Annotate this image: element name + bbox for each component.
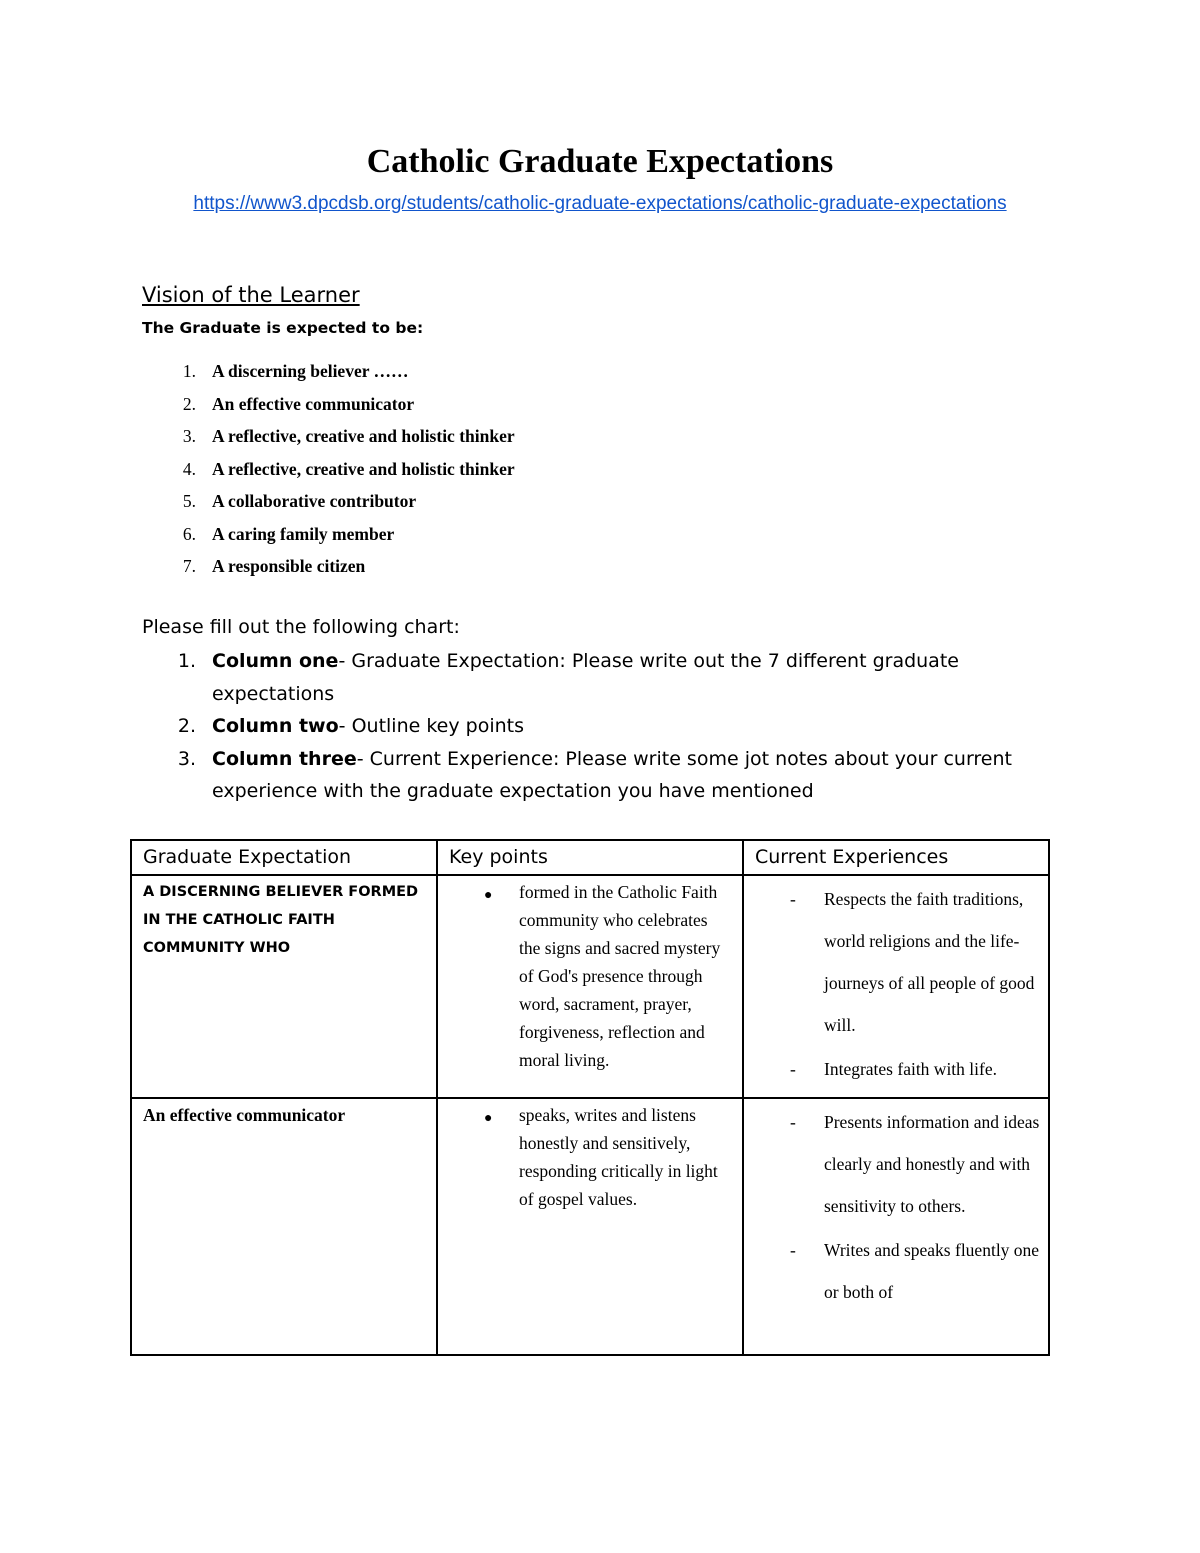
list-item: 2. An effective communicator bbox=[182, 393, 415, 414]
instructions-heading: Please fill out the following chart: bbox=[142, 616, 460, 638]
expectation-cell[interactable] bbox=[131, 1098, 437, 1355]
dash-icon: - bbox=[790, 1240, 796, 1260]
experiences-cell[interactable] bbox=[743, 1098, 1049, 1355]
header-key-points: Key points bbox=[437, 840, 743, 875]
bullet-icon: ● bbox=[484, 1111, 493, 1126]
key-points-cell[interactable] bbox=[437, 1098, 743, 1355]
list-item: 3. A reflective, creative and holistic thinker bbox=[182, 426, 515, 446]
list-item: 1. Column one- Graduate Expectation: Please write out the 7 different graduate expectations bbox=[177, 650, 959, 705]
table-header-row bbox=[131, 840, 1049, 875]
key-point-item: ● speaks, writes and listens honestly and sensitively, responding critically in light of gospel values. bbox=[484, 1105, 718, 1209]
list-item: 4. A reflective, creative and holistic thinker bbox=[182, 458, 515, 479]
list-item: 3. Column three- Current Experience: Please write some jot notes about your current experience with the graduate expectation you have mentioned bbox=[177, 747, 1012, 802]
list-item: 2. Column two- Outline key points bbox=[177, 715, 524, 737]
dash-icon: - bbox=[790, 889, 796, 909]
source-link[interactable]: https://www3.dpcdsb.org/students/catholic-graduate-expectations/catholic-graduate-expectations bbox=[193, 193, 1007, 214]
list-item: 6. A caring family member bbox=[182, 523, 395, 544]
dash-icon: - bbox=[790, 1112, 796, 1132]
header-graduate-expectation: Graduate Expectation bbox=[131, 840, 437, 875]
list-item: 1. A discerning believer …… bbox=[182, 361, 409, 381]
key-points-cell[interactable] bbox=[437, 875, 743, 1098]
experience-item: - Respects the faith traditions, world religions and the life-journeys of all people of good will. bbox=[744, 876, 1048, 1046]
experience-item: - Presents information and ideas clearly and honestly and with sensitivity to others. bbox=[744, 1099, 1048, 1227]
header-current-experiences: Current Experiences bbox=[743, 840, 1049, 875]
vision-intro: The Graduate is expected to be: bbox=[142, 319, 424, 337]
document-title: Catholic Graduate Expectations bbox=[366, 143, 834, 180]
instructions-list bbox=[142, 645, 1022, 808]
key-point-item: ● formed in the Catholic Faith community who celebrates the signs and sacred mystery of God's presence through word, sacrament, prayer, forgiveness, reflection and moral living. bbox=[484, 882, 721, 1070]
vision-heading: Vision of the Learner bbox=[142, 283, 360, 307]
vision-list bbox=[142, 356, 842, 584]
bullet-icon: ● bbox=[484, 888, 493, 903]
experience-item: - Writes and speaks fluently one or both of bbox=[744, 1227, 1048, 1313]
list-item: 7. A responsible citizen bbox=[182, 556, 366, 576]
dash-icon: - bbox=[790, 1059, 796, 1079]
table-row bbox=[131, 875, 1049, 1098]
experiences-cell[interactable] bbox=[743, 875, 1049, 1098]
expectation-text: A DISCERNING BELIEVER FORMED IN THE CATHOLIC FAITH COMMUNITY WHO bbox=[143, 884, 419, 956]
list-item: 5. A collaborative contributor bbox=[182, 491, 417, 511]
expectation-cell[interactable] bbox=[131, 875, 437, 1098]
expectations-table bbox=[130, 839, 1050, 1356]
table-row bbox=[131, 1098, 1049, 1355]
expectation-text: An effective communicator bbox=[143, 1105, 346, 1125]
experience-item: - Integrates faith with life. bbox=[744, 1046, 1048, 1090]
